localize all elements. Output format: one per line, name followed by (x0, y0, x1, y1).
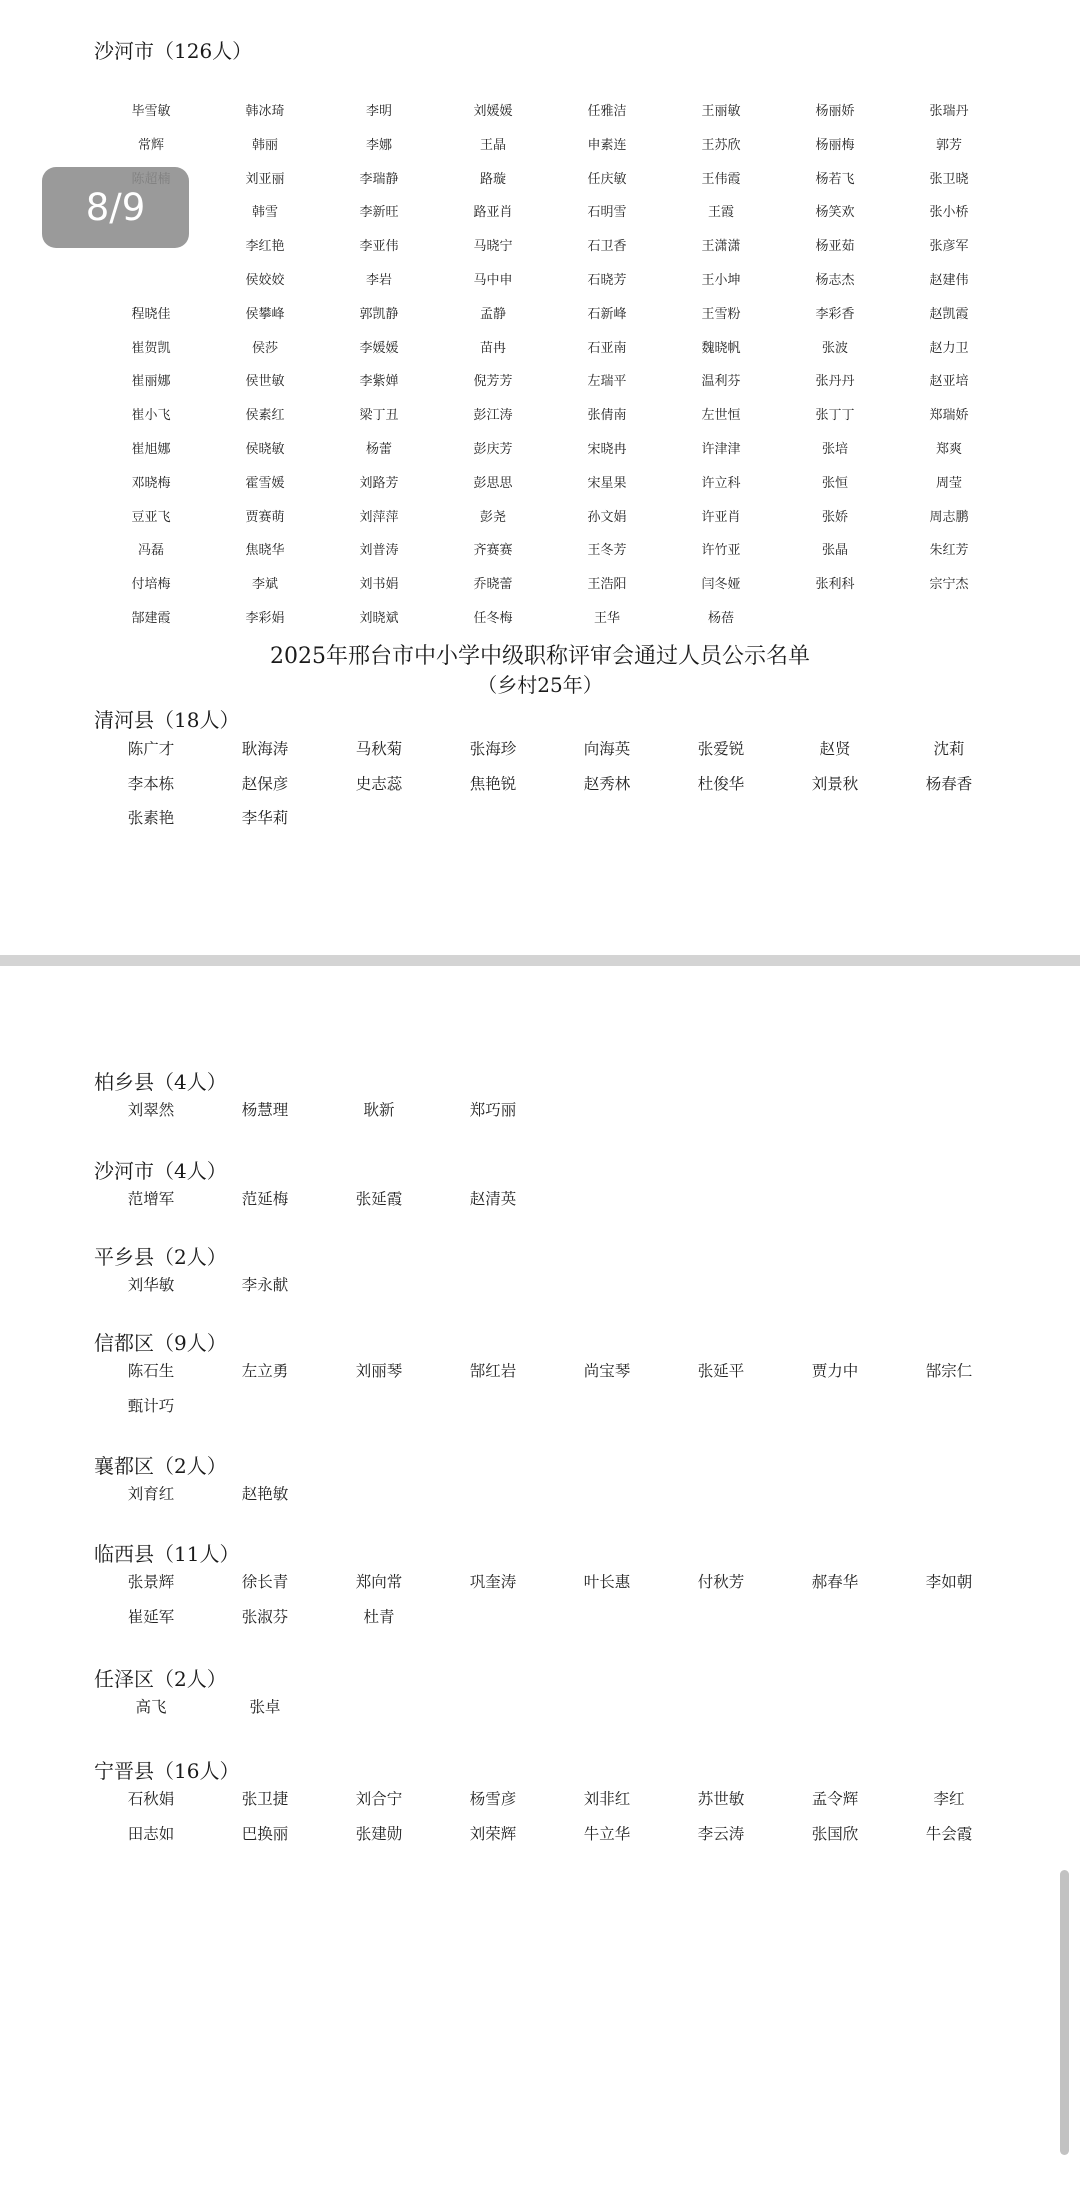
person-name: 郑巧丽 (469, 1101, 517, 1119)
person-name: 左立勇 (241, 1362, 289, 1380)
person-name: 李瑞静 (359, 171, 399, 187)
person-name: 苗冉 (479, 340, 506, 356)
person-name: 刘翠然 (127, 1101, 175, 1119)
person-name: 张丹丹 (815, 374, 855, 390)
person-name: 张晶 (821, 543, 848, 559)
name-grid (94, 1782, 994, 1851)
name-grid (94, 1690, 994, 1725)
person-name: 彭庆芳 (473, 441, 513, 457)
person-name: 左世恒 (701, 408, 741, 424)
person-name: 王潇潇 (701, 239, 741, 255)
person-name: 杨春香 (925, 774, 973, 793)
person-name: 李红 (933, 1790, 965, 1808)
person-name (94, 264, 208, 298)
person-name: 乔晓蕾 (473, 577, 513, 593)
section-title: 临西县（11人） (94, 1542, 240, 1566)
name-grid (94, 1182, 994, 1217)
person-name: 张恒 (821, 475, 848, 491)
person-name: 巴换丽 (241, 1824, 289, 1843)
vertical-scrollbar[interactable] (1060, 1870, 1069, 2155)
person-name: 梁丁丑 (359, 408, 399, 424)
person-name: 倪芳芳 (473, 374, 513, 390)
person-name: 杜俊华 (697, 774, 745, 793)
person-name: 李紫婵 (359, 374, 399, 390)
person-name: 刘荣辉 (469, 1824, 517, 1843)
person-name: 张景辉 (127, 1573, 175, 1591)
person-name: 侯姣姣 (245, 272, 285, 288)
person-name: 赵亚培 (929, 374, 969, 390)
person-name: 杨笑欢 (815, 205, 855, 221)
person-name: 郑向常 (355, 1573, 403, 1591)
person-name: 张利科 (815, 577, 855, 593)
person-name: 赵保彦 (241, 774, 289, 793)
person-name: 郭凯静 (359, 306, 399, 322)
person-name: 耿海涛 (241, 740, 289, 758)
person-name: 侯素红 (245, 408, 285, 424)
person-name: 彭思思 (473, 475, 513, 491)
person-name: 刘媛媛 (473, 104, 513, 119)
person-name: 崔旭娜 (131, 441, 171, 457)
document-subtitle: （乡村25年） (477, 673, 603, 697)
person-name: 巩奎涛 (469, 1573, 517, 1591)
section-title: 沙河市（126人） (94, 39, 253, 63)
person-name: 王冬芳 (587, 543, 627, 559)
person-name: 赵艳敏 (241, 1485, 289, 1503)
person-name: 杨雪彦 (469, 1790, 517, 1808)
person-name: 张丁丁 (815, 408, 855, 424)
person-name: 许亚肖 (701, 509, 741, 525)
person-name: 宋晓冉 (587, 441, 627, 457)
person-name: 石秋娟 (127, 1790, 175, 1808)
person-name: 石明雪 (587, 205, 627, 221)
person-name: 张卓 (249, 1698, 281, 1716)
person-name: 张淑芬 (241, 1607, 289, 1626)
person-name: 常辉 (137, 137, 164, 153)
person-name: 侯世敏 (245, 374, 285, 390)
person-name: 王雪粉 (701, 306, 741, 322)
section-title: 任泽区（2人） (94, 1667, 227, 1691)
person-name: 郑瑞娇 (929, 408, 969, 424)
person-name: 李媛媛 (359, 340, 399, 356)
person-name: 杜青 (363, 1607, 395, 1626)
person-name: 郜宗仁 (925, 1362, 973, 1380)
person-name: 尚宝琴 (583, 1362, 631, 1380)
person-name: 甄计巧 (127, 1396, 175, 1415)
person-name: 邓晓梅 (131, 475, 171, 491)
person-name: 任雅洁 (587, 104, 627, 119)
section-title: 信都区（9人） (94, 1331, 227, 1355)
person-name: 李明 (365, 104, 392, 119)
person-name: 刘丽琴 (355, 1362, 403, 1380)
person-name: 张波 (821, 340, 848, 356)
person-name: 杨慧理 (241, 1101, 289, 1119)
person-name: 孙文娟 (587, 509, 627, 525)
person-name: 许立科 (701, 475, 741, 491)
person-name: 闫冬娅 (701, 577, 741, 593)
person-name: 郝春华 (811, 1573, 859, 1591)
name-grid (94, 95, 994, 636)
name-grid (94, 1354, 994, 1423)
person-name: 向海英 (583, 740, 631, 758)
person-name: 崔小飞 (131, 408, 171, 424)
person-name: 李如朝 (925, 1573, 973, 1591)
person-name: 赵建伟 (929, 272, 969, 288)
person-name: 石晓芳 (587, 272, 627, 288)
person-name: 王小坤 (701, 272, 741, 288)
person-name: 张卫晓 (929, 171, 969, 187)
person-name: 杨丽娇 (815, 104, 855, 119)
person-name: 朱红芳 (929, 543, 969, 559)
page-divider (0, 955, 1080, 966)
person-name: 路璇 (479, 171, 506, 187)
person-name: 郭芳 (935, 137, 962, 153)
person-name: 张建勋 (355, 1824, 403, 1843)
person-name: 韩冰琦 (245, 104, 285, 119)
person-name: 王伟霞 (701, 171, 741, 187)
person-name: 徐长青 (241, 1573, 289, 1591)
person-name: 陈广才 (127, 740, 175, 758)
person-name: 韩丽 (251, 137, 278, 153)
person-name: 张爱锐 (697, 740, 745, 758)
person-name: 刘合宁 (355, 1790, 403, 1808)
person-name: 王浩阳 (587, 577, 627, 593)
person-name: 张卫捷 (241, 1790, 289, 1808)
person-name: 刘书娟 (359, 577, 399, 593)
person-name: 王苏欣 (701, 137, 741, 153)
person-name: 李新旺 (359, 205, 399, 221)
person-name: 路亚肖 (473, 205, 513, 221)
person-name: 王丽敏 (701, 104, 741, 119)
person-name: 魏晓帆 (701, 340, 741, 356)
person-name: 赵清英 (469, 1190, 517, 1208)
person-name: 马晓宁 (473, 239, 513, 255)
person-name: 付培梅 (131, 577, 171, 593)
person-name: 沈莉 (933, 740, 965, 758)
person-name: 韩雪 (251, 205, 278, 221)
person-name: 石卫香 (587, 239, 627, 255)
person-name: 侯晓敏 (245, 441, 285, 457)
person-name: 许竹亚 (701, 543, 741, 559)
document-page-bottom (0, 966, 1080, 2206)
person-name: 叶长惠 (583, 1573, 631, 1591)
person-name: 张彦军 (929, 239, 969, 255)
person-name: 孟静 (479, 306, 506, 322)
person-name: 郜红岩 (469, 1362, 517, 1380)
person-name: 焦艳锐 (469, 774, 517, 793)
person-name: 刘育红 (127, 1485, 175, 1503)
person-name: 李华莉 (241, 809, 289, 827)
person-name: 杨丽梅 (815, 137, 855, 153)
section-title: 平乡县（2人） (94, 1245, 227, 1269)
person-name: 霍雪媛 (245, 475, 285, 491)
person-name: 张瑞丹 (929, 104, 969, 119)
person-name: 张娇 (821, 509, 848, 525)
person-name: 陈石生 (127, 1362, 175, 1380)
person-name: 张素艳 (127, 809, 175, 827)
person-name: 刘普涛 (359, 543, 399, 559)
person-name: 刘路芳 (359, 475, 399, 491)
person-name: 侯莎 (251, 340, 278, 356)
person-name: 杨蕾 (365, 441, 392, 457)
person-name: 郜建霞 (131, 610, 171, 626)
person-name: 王霞 (707, 205, 734, 221)
person-name: 宗宁杰 (929, 577, 969, 593)
person-name: 李红艳 (245, 239, 285, 255)
person-name: 周莹 (935, 475, 962, 491)
person-name: 张倩南 (587, 408, 627, 424)
page-indicator-badge: 8/9 (42, 167, 189, 248)
person-name: 郑爽 (935, 441, 962, 457)
person-name: 杨志杰 (815, 272, 855, 288)
person-name: 王华 (593, 610, 620, 626)
name-grid (94, 1093, 994, 1128)
section-title: 柏乡县（4人） (94, 1070, 227, 1094)
person-name: 杨若飞 (815, 171, 855, 187)
person-name: 刘非红 (583, 1790, 631, 1808)
person-name: 赵力卫 (929, 340, 969, 356)
person-name: 崔延军 (127, 1607, 175, 1626)
document-page-top (0, 0, 1080, 955)
person-name: 刘华敏 (127, 1276, 175, 1294)
person-name: 贾力中 (811, 1362, 859, 1380)
person-name: 赵凯霞 (929, 306, 969, 322)
person-name: 刘晓斌 (359, 610, 399, 626)
name-grid (94, 732, 994, 836)
person-name: 张小桥 (929, 205, 969, 221)
person-name: 齐赛赛 (473, 543, 513, 559)
person-name: 周志鹏 (929, 509, 969, 525)
section-title: 沙河市（4人） (94, 1159, 227, 1183)
person-name: 王晶 (479, 137, 506, 153)
person-name: 程晓佳 (131, 306, 171, 322)
person-name: 贾赛萌 (245, 509, 285, 525)
person-name: 张延平 (697, 1362, 745, 1380)
person-name: 左瑞平 (587, 374, 627, 390)
person-name: 宋星果 (587, 475, 627, 491)
person-name: 温利芬 (701, 374, 741, 390)
person-name: 苏世敏 (697, 1790, 745, 1808)
person-name: 张海珍 (469, 740, 517, 758)
person-name: 李亚伟 (359, 239, 399, 255)
person-name: 刘景秋 (811, 774, 859, 793)
person-name: 高飞 (135, 1698, 167, 1716)
name-grid (94, 1268, 994, 1303)
person-name: 刘亚丽 (245, 171, 285, 187)
person-name: 石亚南 (587, 340, 627, 356)
person-name: 杨亚茹 (815, 239, 855, 255)
person-name: 任庆敏 (587, 171, 627, 187)
person-name: 范增军 (127, 1190, 175, 1208)
person-name: 耿新 (363, 1101, 395, 1119)
person-name: 李永献 (241, 1276, 289, 1294)
person-name: 李彩娟 (245, 610, 285, 626)
section-title: 襄都区（2人） (94, 1454, 227, 1478)
person-name: 李岩 (365, 272, 392, 288)
person-name: 马秋菊 (355, 740, 403, 758)
person-name: 任冬梅 (473, 610, 513, 626)
person-name: 申素连 (587, 137, 627, 153)
person-name: 张培 (821, 441, 848, 457)
person-name: 史志蕊 (355, 774, 403, 793)
person-name: 田志如 (127, 1824, 175, 1843)
person-name: 牛会霞 (925, 1824, 973, 1843)
person-name: 崔丽娜 (131, 374, 171, 390)
person-name: 牛立华 (583, 1824, 631, 1843)
document-title: 2025年邢台市中小学中级职称评审会通过人员公示名单 (270, 644, 810, 669)
person-name: 杨蓓 (707, 610, 734, 626)
person-name: 彭江涛 (473, 408, 513, 424)
person-name: 范延梅 (241, 1190, 289, 1208)
person-name: 马中申 (473, 272, 513, 288)
section-title: 宁晋县（16人） (94, 1759, 240, 1783)
person-name: 付秋芳 (697, 1573, 745, 1591)
person-name: 孟令辉 (811, 1790, 859, 1808)
person-name: 刘萍萍 (359, 509, 399, 525)
section-title: 清河县（18人） (94, 708, 240, 732)
person-name: 李云涛 (697, 1824, 745, 1843)
person-name: 张国欣 (811, 1824, 859, 1843)
name-grid (94, 1477, 994, 1512)
person-name: 张延霞 (355, 1190, 403, 1208)
person-name: 赵秀林 (583, 774, 631, 793)
person-name: 赵贤 (819, 740, 851, 758)
name-grid (94, 1565, 994, 1634)
person-name: 李彩香 (815, 306, 855, 322)
person-name: 冯磊 (137, 543, 164, 559)
person-name: 李娜 (365, 137, 392, 153)
person-name: 焦晓华 (245, 543, 285, 559)
person-name: 豆亚飞 (131, 509, 171, 525)
person-name: 崔贺凯 (131, 340, 171, 356)
person-name: 李本栋 (127, 774, 175, 793)
person-name: 毕雪敏 (131, 104, 171, 119)
person-name: 许津津 (701, 441, 741, 457)
person-name: 李斌 (251, 577, 278, 593)
person-name: 石新峰 (587, 306, 627, 322)
person-name: 彭尧 (479, 509, 506, 525)
person-name: 侯攀峰 (245, 306, 285, 322)
